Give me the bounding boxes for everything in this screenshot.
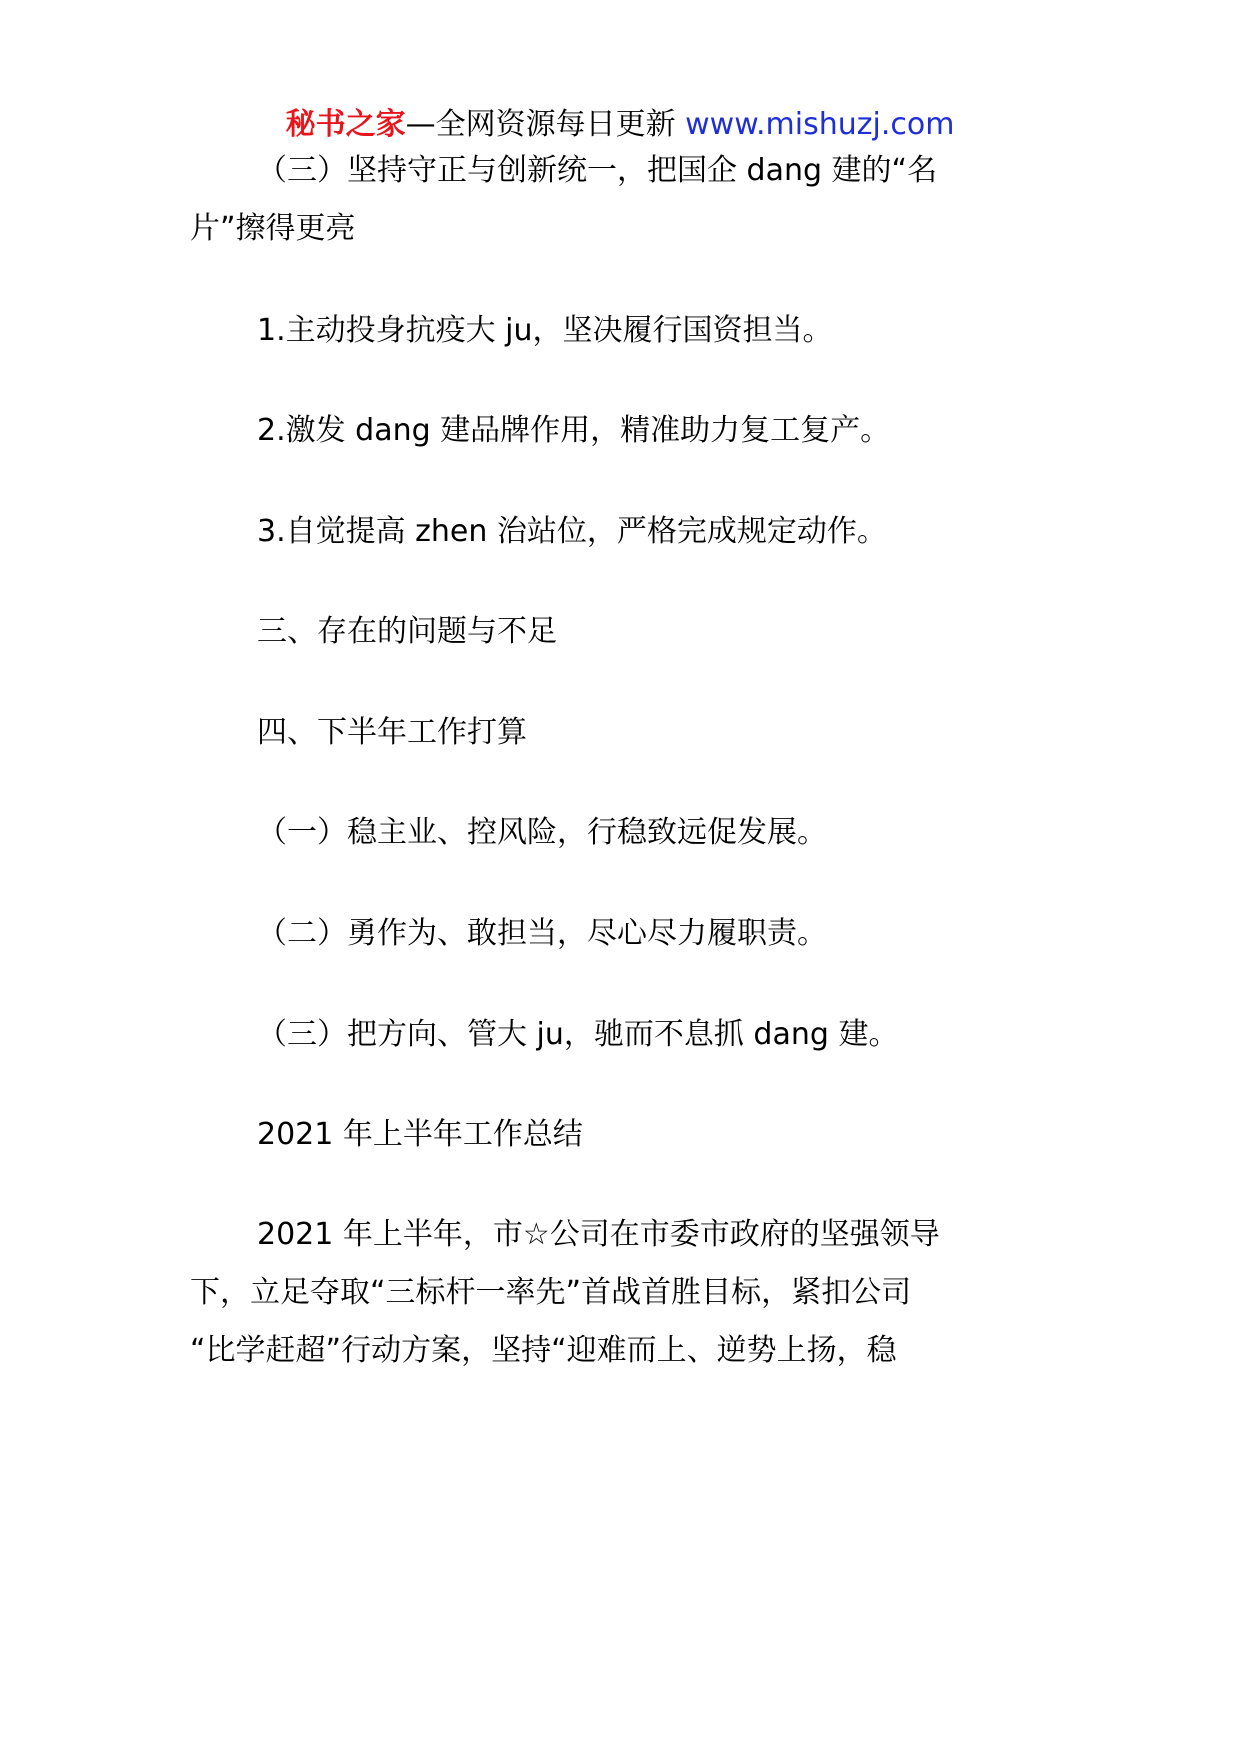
site-url-link[interactable]: www.mishuzj.com: [685, 107, 955, 142]
brand-name: 秘书之家: [285, 107, 406, 142]
section-heading-plans: 四、下半年工作打算: [257, 715, 527, 750]
section-heading-line-2: 片”擦得更亮: [190, 211, 356, 246]
list-item-1: 1.主动投身抗疫大 ju，坚决履行国资担当。: [257, 313, 833, 348]
section-heading-line-1: （三）坚持守正与创新统一，把国企 dang 建的“名: [257, 153, 938, 188]
section-heading-issues: 三、存在的问题与不足: [257, 614, 557, 649]
document-title-2021: 2021 年上半年工作总结: [257, 1117, 583, 1152]
plan-item-1: （一）稳主业、控风险，行稳致远促发展。: [257, 815, 827, 850]
header-tagline: —全网资源每日更新: [405, 107, 676, 142]
paragraph-line-2: 下，立足夺取“三标杆一率先”首战首胜目标，紧扣公司: [190, 1275, 912, 1310]
plan-item-3: （三）把方向、管大 ju，驰而不息抓 dang 建。: [257, 1017, 899, 1052]
list-item-2: 2.激发 dang 建品牌作用，精准助力复工复产。: [257, 413, 891, 448]
list-item-3: 3.自觉提高 zhen 治站位，严格完成规定动作。: [257, 514, 887, 549]
plan-item-2: （二）勇作为、敢担当，尽心尽力履职责。: [257, 916, 827, 951]
site-header: [0, 100, 1240, 150]
paragraph-line-1: 2021 年上半年，市☆公司在市委市政府的坚强领导: [257, 1217, 940, 1252]
paragraph-line-3: “比学赶超”行动方案，坚持“迎难而上、逆势上扬，稳: [190, 1333, 897, 1368]
